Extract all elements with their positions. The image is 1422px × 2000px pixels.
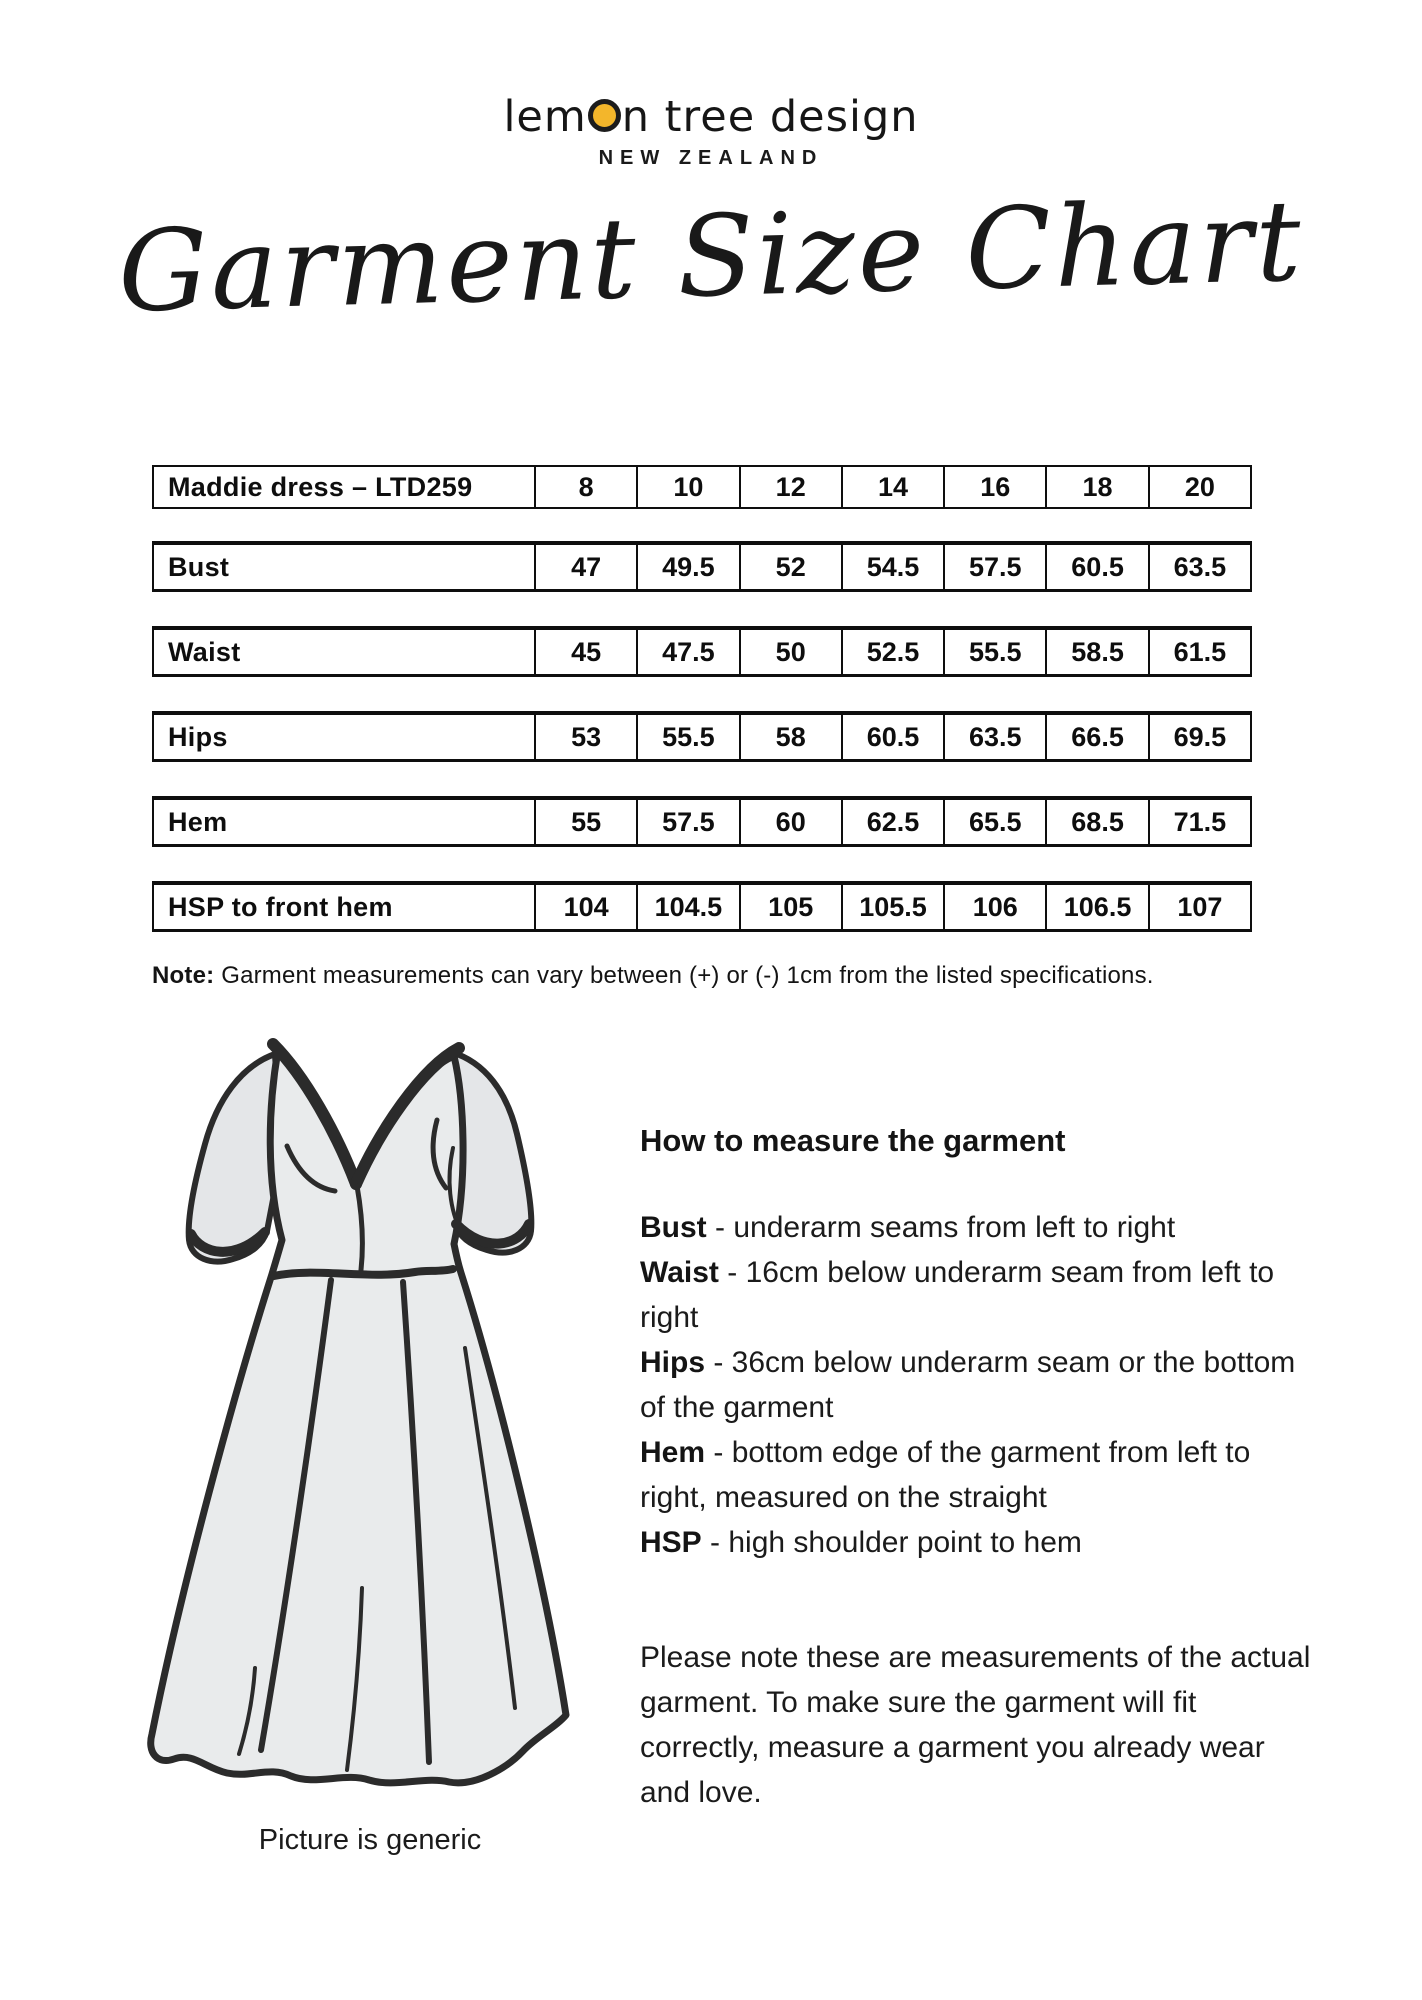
definition-bust xyxy=(640,1205,1312,1250)
size-header-cell: 8 xyxy=(534,467,636,507)
row-label-cell: Hips xyxy=(168,721,228,752)
value-cell: 63.5 xyxy=(943,715,1045,759)
page-title: Garment Size Chart xyxy=(116,176,1306,338)
size-header-cell: 12 xyxy=(739,467,841,507)
measurement-row-waist xyxy=(152,626,1252,677)
definition-desc: - 36cm below underarm seam or the bottom of the garment xyxy=(640,1346,1296,1424)
value-cell: 53 xyxy=(534,715,636,759)
logo-text-pre: lem xyxy=(503,92,587,142)
value-cell: 66.5 xyxy=(1045,715,1147,759)
value-cell: 69.5 xyxy=(1148,715,1250,759)
measurement-row-hsp xyxy=(152,881,1252,932)
how-to-heading: How to measure the garment xyxy=(640,1123,1066,1158)
product-name-cell: Maddie dress – LTD259 xyxy=(168,471,473,502)
row-label-cell: Bust xyxy=(168,551,230,582)
definition-term: HSP xyxy=(640,1526,702,1559)
value-cell: 65.5 xyxy=(943,800,1045,844)
measurement-row-hem xyxy=(152,796,1252,847)
value-cell: 68.5 xyxy=(1045,800,1147,844)
row-label-cell: Hem xyxy=(168,806,228,837)
value-cell: 47 xyxy=(534,545,636,589)
dress-sketch-icon xyxy=(115,1028,625,1818)
value-cell: 57.5 xyxy=(636,800,738,844)
value-cell: 106.5 xyxy=(1045,885,1147,929)
value-cell: 63.5 xyxy=(1148,545,1250,589)
value-cell: 61.5 xyxy=(1148,630,1250,674)
value-cell: 62.5 xyxy=(841,800,943,844)
value-cell: 105 xyxy=(739,885,841,929)
dress-illustration xyxy=(115,1028,625,1818)
value-cell: 58 xyxy=(739,715,841,759)
definition-term: Hips xyxy=(640,1346,706,1379)
measurement-row-bust xyxy=(152,541,1252,592)
row-label-cell: HSP to front hem xyxy=(168,891,393,922)
tolerance-note xyxy=(152,962,1154,990)
note-label: Note: xyxy=(152,962,215,989)
fit-note-paragraph: Please note these are measurements of the actual garment. To make sure the garment will fit correctly, measure a garment you already wear and love. xyxy=(640,1641,1311,1809)
value-cell: 52 xyxy=(739,545,841,589)
value-cell: 45 xyxy=(534,630,636,674)
value-cell: 60.5 xyxy=(841,715,943,759)
size-chart-table xyxy=(152,465,1252,932)
lemon-dot-icon xyxy=(588,99,621,132)
definition-term: Bust xyxy=(640,1211,707,1244)
how-to-measure-section xyxy=(640,1118,1312,1815)
value-cell: 55.5 xyxy=(943,630,1045,674)
brand-header xyxy=(0,92,1422,170)
definition-desc: - high shoulder point to hem xyxy=(701,1526,1082,1559)
definition-waist xyxy=(640,1250,1312,1340)
size-header-cell: 14 xyxy=(841,467,943,507)
value-cell: 104.5 xyxy=(636,885,738,929)
measurement-definitions xyxy=(640,1205,1312,1565)
value-cell: 54.5 xyxy=(841,545,943,589)
definition-hips xyxy=(640,1340,1312,1430)
value-cell: 60 xyxy=(739,800,841,844)
value-cell: 55.5 xyxy=(636,715,738,759)
size-chart-header-row xyxy=(152,465,1252,509)
definition-desc: - 16cm below underarm seam from left to right xyxy=(640,1256,1275,1334)
value-cell: 50 xyxy=(739,630,841,674)
size-header-cell: 16 xyxy=(943,467,1045,507)
value-cell: 106 xyxy=(943,885,1045,929)
value-cell: 52.5 xyxy=(841,630,943,674)
size-header-cell: 18 xyxy=(1045,467,1147,507)
illustration-caption: Picture is generic xyxy=(258,1824,482,1856)
value-cell: 57.5 xyxy=(943,545,1045,589)
row-label-cell: Waist xyxy=(168,636,241,667)
measurement-row-hips xyxy=(152,711,1252,762)
value-cell: 107 xyxy=(1148,885,1250,929)
value-cell: 60.5 xyxy=(1045,545,1147,589)
definition-term: Hem xyxy=(640,1436,706,1469)
definition-term: Waist xyxy=(640,1256,719,1289)
definition-hsp xyxy=(640,1520,1312,1565)
definition-desc: - bottom edge of the garment from left to right, measured on the straight xyxy=(640,1436,1251,1514)
definition-hem xyxy=(640,1430,1312,1520)
size-header-cell: 20 xyxy=(1148,467,1250,507)
value-cell: 104 xyxy=(534,885,636,929)
logo-text-post: n tree design xyxy=(621,92,919,142)
size-header-cell: 10 xyxy=(636,467,738,507)
value-cell: 47.5 xyxy=(636,630,738,674)
value-cell: 105.5 xyxy=(841,885,943,929)
value-cell: 49.5 xyxy=(636,545,738,589)
definition-desc: - underarm seams from left to right xyxy=(706,1211,1176,1244)
value-cell: 55 xyxy=(534,800,636,844)
value-cell: 71.5 xyxy=(1148,800,1250,844)
brand-logo xyxy=(0,92,1422,142)
value-cell: 58.5 xyxy=(1045,630,1147,674)
brand-country: NEW ZEALAND xyxy=(598,147,824,169)
note-text: Garment measurements can vary between (+) or (-) 1cm from the listed specifications. xyxy=(214,962,1154,989)
